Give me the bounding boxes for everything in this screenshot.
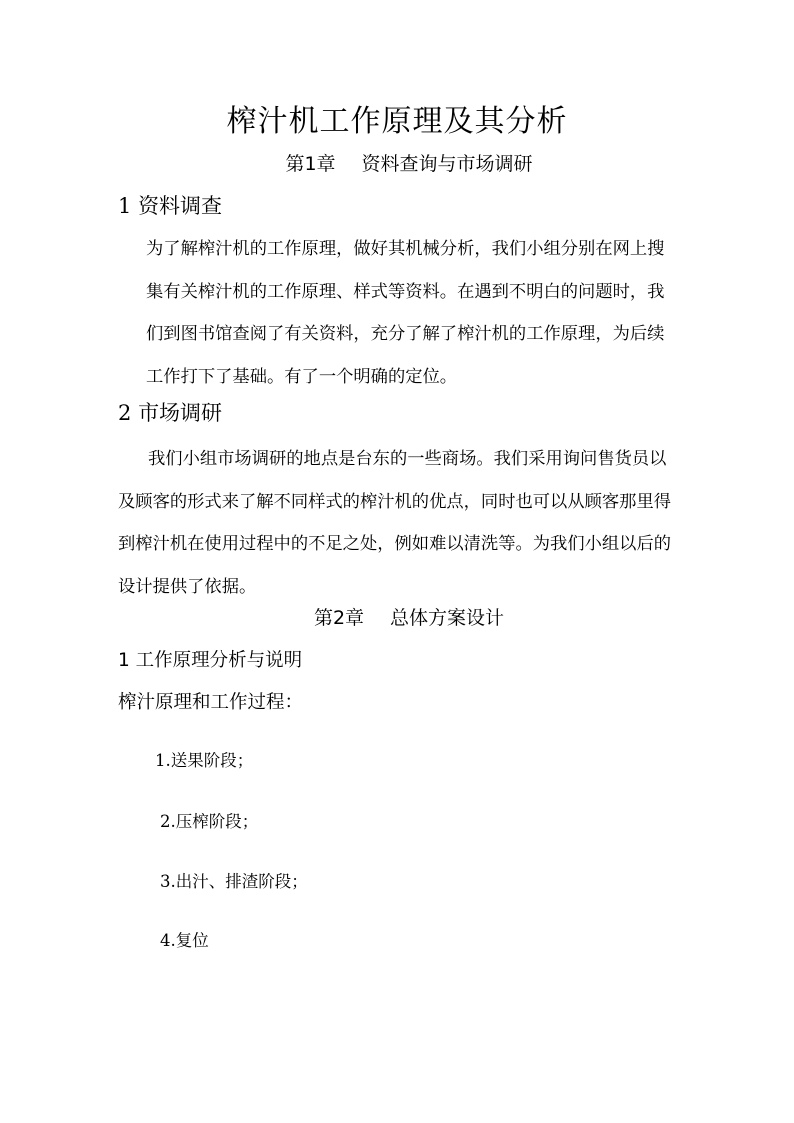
chapter-2-title: 总体方案设计: [390, 607, 505, 629]
section-1-title: 资料调查: [138, 194, 223, 218]
section-2-heading: [118, 399, 222, 427]
process-subheading: 榨汁原理和工作过程：: [118, 692, 304, 713]
section-1-paragraph: 为了解榨汁机的工作原理，做好其机械分析，我们小组分别在网上搜集有关榨汁机的工作原理、样式等资料。在遇到不明白的问题时，我们到图书馆查阅了有关资料，充分了解了榨汁机的工作原理，为后续工作打下了基础。有了一个明确的定位。: [146, 239, 665, 387]
chapter-2-heading: [0, 605, 794, 631]
chapter-1-heading: [0, 151, 794, 177]
section-1-heading: [118, 192, 222, 220]
chapter-1-title: 资料查询与市场调研: [361, 153, 533, 175]
document-title: 榨汁机工作原理及其分析: [226, 104, 568, 139]
section-2-paragraph: 我们小组市场调研的地点是台东的一些商场。我们采用询问售货员以及顾客的形式来了解不同样式的榨汁机的优点，同时也可以从顾客那里得到榨汁机在使用过程中的不足之处，例如难以清洗等。为我们小组以后的设计提供了依据。: [118, 449, 672, 597]
chapter-2-number: 第2章: [313, 607, 365, 629]
chapter-2-section-1-title: 1 工作原理分析与说明: [118, 650, 303, 671]
section-2-number: 2: [118, 401, 132, 425]
section-2-title: 市场调研: [138, 401, 223, 425]
process-step-1: 1.送果阶段；: [155, 751, 254, 770]
process-step-3: 3.出汁、排渣阶段；: [160, 872, 308, 891]
process-step-4: 4.复位: [160, 931, 209, 950]
process-step-2: 2.压榨阶段；: [160, 812, 259, 831]
section-1-number: 1: [118, 194, 132, 218]
chapter-1-number: 第1章: [285, 153, 336, 175]
